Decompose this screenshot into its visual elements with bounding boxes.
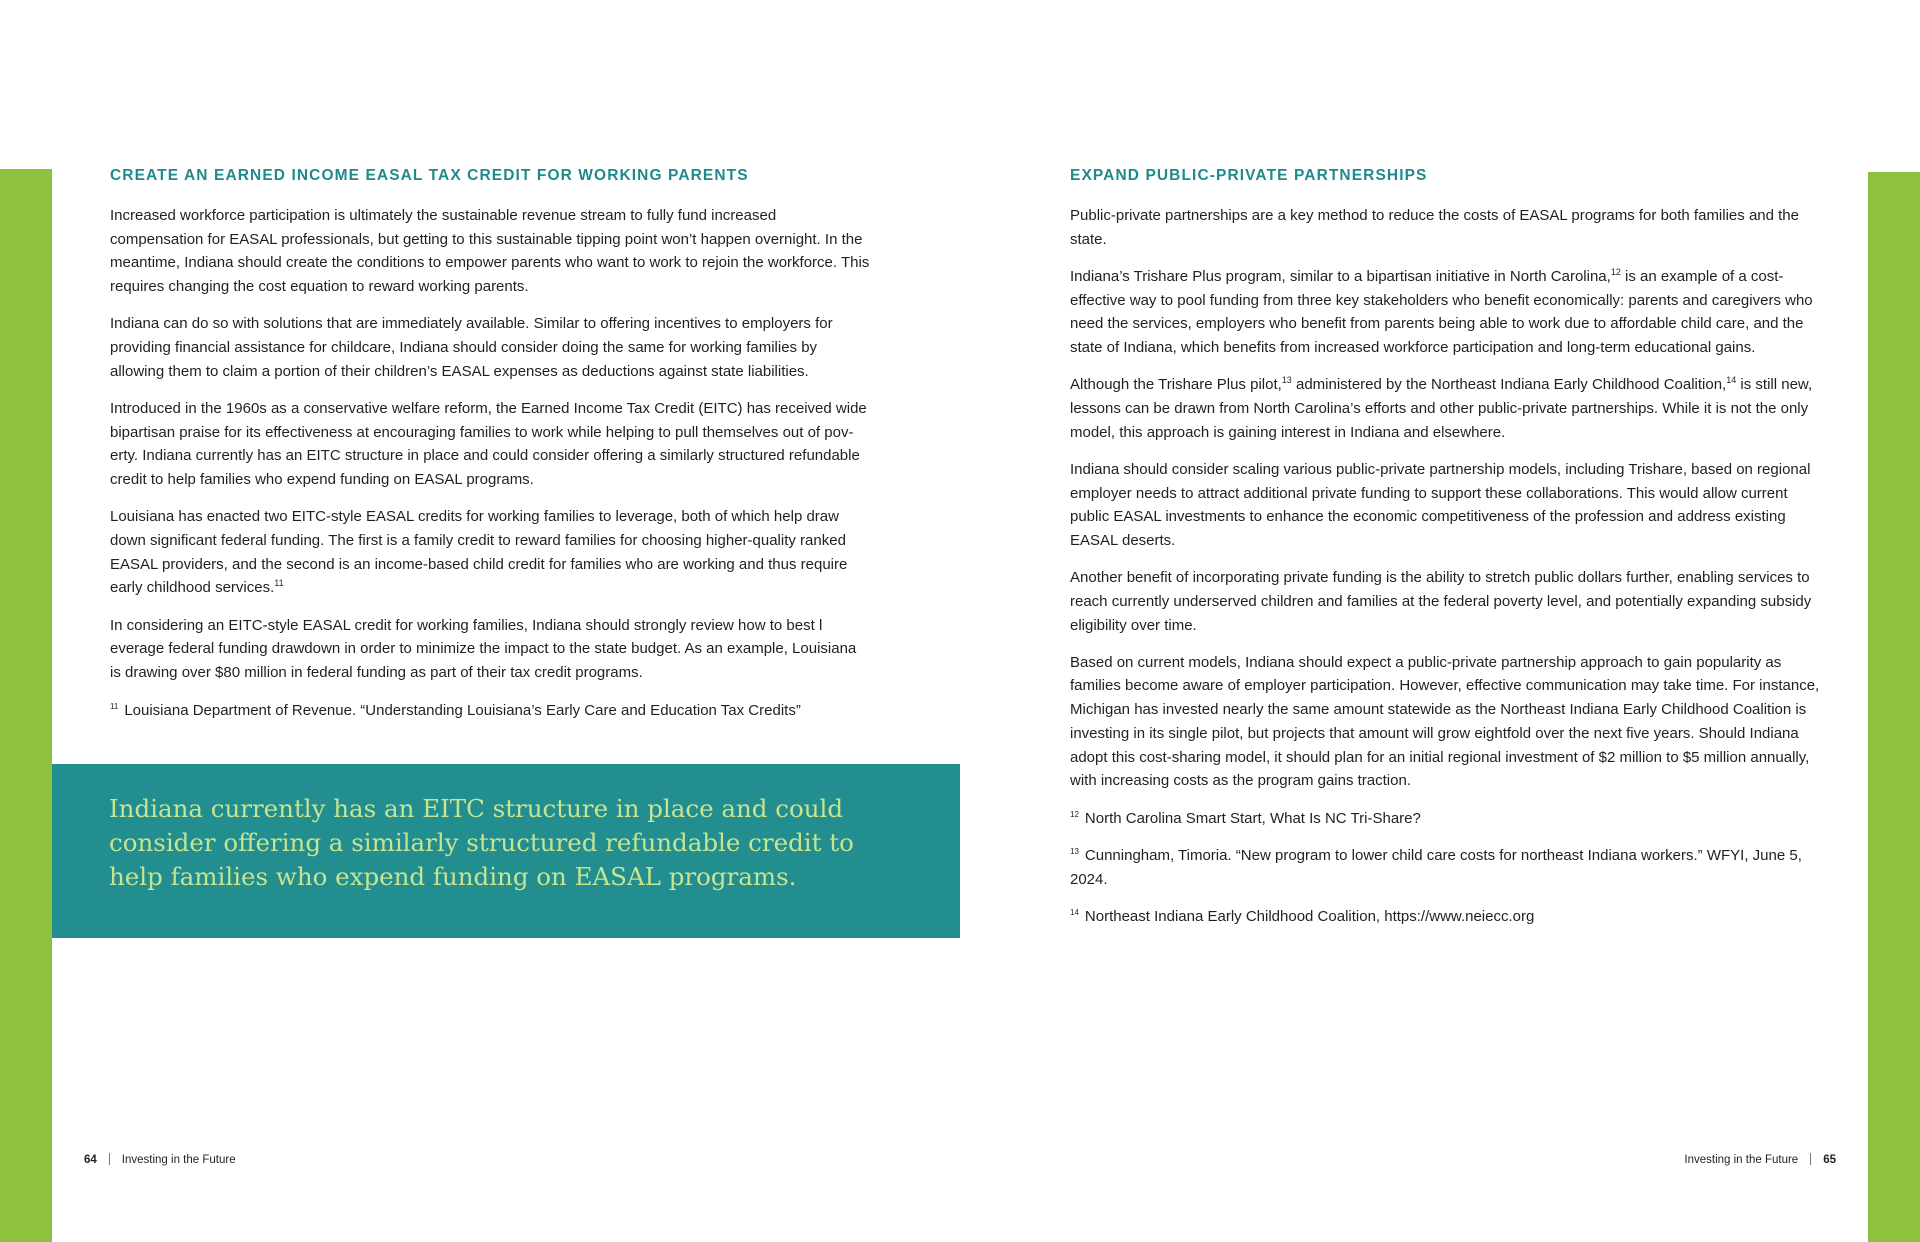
footnote-13 <box>1070 844 1830 891</box>
right-paragraph-5: Another benefit of incorporating private funding is the ability to stretch public dollars further, enabling services to reach currently underserved children and families at the federal poverty level, and potentially expanding subsidy eligibility over time. <box>1070 569 1812 634</box>
footnote-text: Cunningham, Timoria. “New program to lower child care costs for northeast Indiana workers.” WFYI, June 5, 2024. <box>1070 847 1802 888</box>
right-footer-title: Investing in the Future <box>1684 1154 1799 1166</box>
right-page-number: 65 <box>1823 1154 1836 1166</box>
footer-divider <box>109 1153 110 1165</box>
left-page-footer <box>84 1153 236 1166</box>
pull-quote-box <box>52 764 960 938</box>
left-paragraph-4 <box>110 505 870 600</box>
footnote-number: 11 <box>110 701 119 711</box>
left-paragraph-3: Introduced in the 1960s as a conservative welfare reform, the Earned Income Tax Credit (EITC) has received wide bipartisan praise for its effectiveness at encouraging families to work while helping to pull themselves out of pov-erty. Indiana currently has an EITC structure in place and could consider offering a similarly structured refundable credit to help families who expend funding on EASAL programs. <box>110 399 867 489</box>
right-paragraph-3 <box>1070 373 1830 444</box>
footnote-number: 12 <box>1070 809 1079 819</box>
footnote-14 <box>1070 905 1830 929</box>
left-accent-bar <box>0 169 52 1242</box>
right-paragraph-2-text-a: Indiana’s Trishare Plus program, similar to a bipartisan initiative in North Carolina, <box>1070 267 1611 285</box>
left-footer-title: Investing in the Future <box>121 1154 236 1166</box>
right-paragraph-6: Based on current models, Indiana should expect a public-private partnership approach to gain popularity as families become aware of employer participation. However, effective communication may take time. For instance, Michigan has invested nearly the same amount statewide as the Northeast Indiana Early Childhood Coalition is investing in its single pilot, but projects that amount will grow eightfold over the next five years. Should Indiana adopt this cost-sharing model, it should plan for an initial regional investment of $2 million to $5 million annually, with increasing costs as the program gains traction. <box>1070 653 1820 790</box>
right-paragraph-4: Indiana should consider scaling various public-private partnership models, including Trishare, based on regional employer needs to attract additional private funding to support these collaborations. This would allow current public EASAL investments to enhance the economic competitiveness of the profession and address existing EASAL deserts. <box>1070 460 1811 549</box>
right-paragraph-2 <box>1070 265 1830 360</box>
right-footnotes <box>1070 807 1830 929</box>
left-paragraph-5: In considering an EITC-style EASAL credit for working families, Indiana should strongly review how to best l everage federal funding drawdown in order to minimize the impact to the state budget. As an example, Louisiana is drawing over $80 million in federal funding as part of their tax credit programs. <box>110 616 857 681</box>
right-paragraph-1: Public-private partnerships are a key method to reduce the costs of EASAL programs for both families and the state. <box>1070 207 1799 248</box>
footnote-ref-12: 12 <box>1610 266 1621 277</box>
right-paragraph-3-text-c: is still new, lessons can be drawn from North Carolina’s efforts and other public-private partnerships. While it is not the only model, this approach is gaining interest in Indiana and elsewhere. <box>1070 376 1813 441</box>
footnote-11 <box>110 699 870 723</box>
right-body <box>1070 204 1830 942</box>
footnote-text: Louisiana Department of Revenue. “Understanding Louisiana’s Early Care and Education Tax Credits” <box>124 701 801 719</box>
left-section-heading: CREATE AN EARNED INCOME EASAL TAX CREDIT FOR WORKING PARENTS <box>110 167 749 184</box>
footnote-text: Northeast Indiana Early Childhood Coalition, https://www.neiecc.org <box>1084 908 1535 926</box>
footnote-text: North Carolina Smart Start, What Is NC Tri-Share? <box>1084 809 1421 827</box>
left-body <box>110 204 870 736</box>
left-paragraph-2: Indiana can do so with solutions that are immediately available. Similar to offering incentives to employers for providing financial assistance for childcare, Indiana should consider doing the same for working families by allowing them to claim a portion of their children’s EASAL expenses as deductions against state liabilities. <box>110 315 833 380</box>
footnote-number: 13 <box>1070 847 1079 857</box>
footnote-ref-13: 13 <box>1281 375 1292 386</box>
right-page-footer <box>1684 1153 1836 1166</box>
right-paragraph-2-text-b: is an example of a cost-effective way to pool funding from three key stakeholders who benefit economically: parents and caregivers who need the services, employers who benefit from parents being able to work due to affordable child care, and the state of Indiana, which benefits from increased workforce participation and long-term educational gains. <box>1070 267 1813 357</box>
left-footnotes <box>110 699 870 723</box>
footnote-ref-14: 14 <box>1726 375 1737 386</box>
footnote-12 <box>1070 807 1830 831</box>
right-paragraph-3-text-a: Although the Trishare Plus pilot, <box>1070 376 1282 394</box>
left-page-number: 64 <box>84 1154 97 1166</box>
left-paragraph-4-text: Louisiana has enacted two EITC-style EASAL credits for working families to leverage, both of which help draw down significant federal funding. The first is a family credit to reward families for choosing higher-quality ranked EASAL providers, and the second is an income-based child credit for families who are working and thus require early childhood services. <box>110 508 848 597</box>
pull-quote-text: Indiana currently has an EITC structure in place and could consider offering a similarly structured refundable credit to help families who expend funding on EASAL programs. <box>109 794 854 891</box>
footnote-number: 14 <box>1070 908 1079 918</box>
footer-divider <box>1810 1153 1811 1165</box>
left-paragraph-1: Increased workforce participation is ultimately the sustainable revenue stream to fully fund increased compensation for EASAL professionals, but getting to this sustainable tipping point won’t happen overnight. In the meantime, Indiana should create the conditions to empower parents who want to work to rejoin the workforce. This requires changing the cost equation to reward working parents. <box>110 207 870 296</box>
footnote-ref-11: 11 <box>274 578 284 589</box>
right-section-heading: EXPAND PUBLIC-PRIVATE PARTNERSHIPS <box>1070 167 1428 184</box>
right-paragraph-3-text-b: administered by the Northeast Indiana Early Childhood Coalition, <box>1291 376 1727 394</box>
right-accent-bar <box>1868 172 1920 1242</box>
